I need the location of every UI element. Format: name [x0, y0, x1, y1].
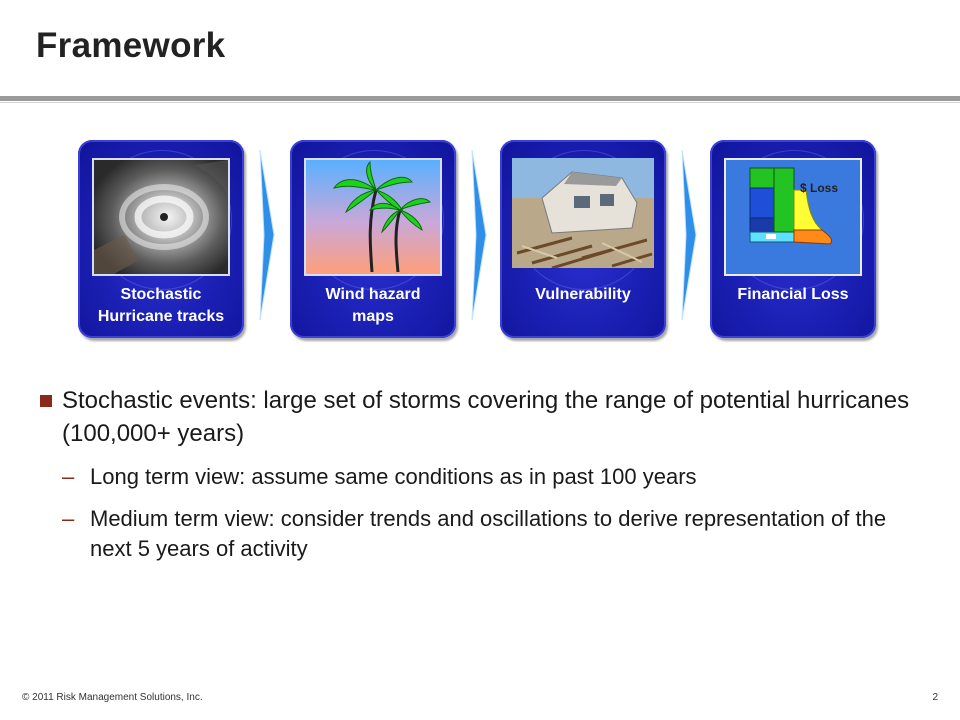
chevron-arrow-icon: [470, 150, 488, 320]
hurricane-satellite-image: [92, 158, 230, 276]
dash-bullet-icon: –: [62, 464, 75, 489]
step-wind-hazard-maps: [290, 140, 456, 338]
damaged-house-image: [512, 158, 654, 276]
bullet-list: [40, 384, 920, 564]
page-number: 2: [932, 692, 938, 703]
bullet-main: Stochastic events: large set of storms covering the range of potential hurricanes (100,000+ years): [40, 384, 920, 450]
slide-title: Framework: [36, 26, 226, 65]
step-vulnerability: [500, 140, 666, 338]
loss-chart-image: [724, 158, 862, 276]
step-label: Wind hazard maps: [325, 286, 421, 325]
palm-trees-image: [304, 158, 442, 276]
title-divider-shadow: [0, 102, 960, 103]
title-divider: [0, 96, 960, 101]
footer-copyright: © 2011 Risk Management Solutions, Inc.: [22, 692, 203, 703]
step-label: Stochastic Hurricane tracks: [97, 286, 225, 325]
chevron-arrow-icon: [258, 150, 276, 320]
loss-chart-label: $ Loss: [800, 181, 839, 195]
square-bullet-icon: [40, 395, 52, 407]
sub-bullet: – Long term view: assume same conditions as in past 100 years: [40, 462, 920, 492]
chevron-arrow-icon: [680, 150, 698, 320]
step-label: Vulnerability: [535, 286, 631, 303]
dash-bullet-icon: –: [62, 506, 75, 531]
step-financial-loss: [710, 140, 876, 338]
step-stochastic-hurricane-tracks: [78, 140, 244, 338]
sub-bullet: – Medium term view: consider trends and oscillations to derive representation of the next 5 years of activity: [62, 506, 887, 561]
step-label: Financial Loss: [737, 286, 849, 303]
